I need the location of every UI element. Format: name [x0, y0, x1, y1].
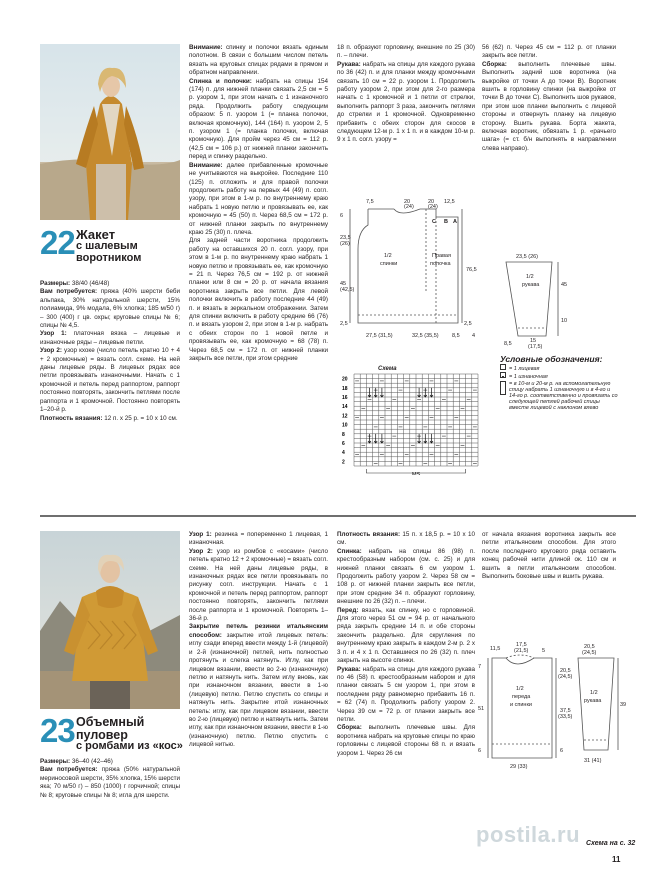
svg-text:A: A [453, 219, 457, 225]
svg-text:37,5: 37,5 [560, 708, 571, 714]
svg-text:4: 4 [472, 333, 476, 339]
article-title: Жакет с шалевым воротником [76, 227, 142, 264]
body-pattern [476, 640, 576, 770]
svg-text:27,5 (31,5): 27,5 (31,5) [366, 333, 393, 339]
materials: Вам потребуется: пряжа (40% шерсти беби альпака, 30% натуральной шерсти, 15% полиамида, 9% модала, 6% хлопка; 185 м/50 г) – 300 (400) г цв. охры; круговые спицы № 6; спицы № 4,5. [40, 288, 180, 330]
svg-text:6: 6 [560, 748, 564, 754]
svg-text:1/2: 1/2 [516, 686, 524, 692]
materials-column: Размеры: 36–40 (42–46) Вам потребуется: пряжа (50% натуральной мериносовой шерсти, 35% хлопка, 15% шерсти яка; 70 м/50 г) – 850 (1000) г горчичной; спицы № 8; круговые спицы № 8; игла для шерсти. [40, 758, 180, 799]
article-divider [40, 515, 636, 517]
svg-text:6: 6 [478, 748, 482, 754]
legend-cable-icon [500, 381, 506, 395]
svg-text:переда: переда [512, 694, 531, 700]
legend-knit-icon [500, 364, 506, 370]
scheme-reference: Схема на с. 32 [586, 840, 636, 847]
chart-row-label: 10 [342, 422, 348, 429]
svg-text:20,5: 20,5 [584, 644, 595, 650]
svg-text:8,5: 8,5 [452, 333, 460, 339]
svg-text:10: 10 [561, 318, 568, 324]
svg-text:B: B [444, 219, 448, 225]
pullover-photo-illustration [40, 531, 180, 709]
svg-text:17,5: 17,5 [516, 642, 527, 648]
svg-text:спинки: спинки [380, 261, 398, 267]
instructions-column-3: 18 п. образуют горловину, внешние по 25 (30) п. – плечи. Рукава: набрать на спицы для каждого рукава по 36 (42) п. и для планки между кромочными связать 10 см = 22 р. узором 1. Продолжить работу узором 2, при этом для 2-го размера начать с 1 кромочной и 1 петли от стрелки, выполнить раппорт 3 раза, закончить петлями до стрелки и 1 кромочной. Одновременно прибавить с обеих сторон для скосов в следующем 12-м р. 1 x 1 п. и в каждом 10-м р. 9 x 1 п. согл. узору = [337, 44, 475, 144]
article-title: Объемный пуловер с ромбами из «кос» [76, 715, 183, 752]
svg-text:рукава: рукава [522, 282, 540, 288]
article-number: 22 [40, 224, 75, 261]
svg-text:(24): (24) [428, 204, 438, 210]
svg-text:1/2: 1/2 [526, 274, 534, 280]
svg-text:39: 39 [620, 702, 627, 708]
svg-text:8,5: 8,5 [504, 341, 512, 347]
svg-text:Правая: Правая [432, 253, 451, 259]
svg-text:(24,5): (24,5) [558, 674, 573, 680]
svg-text:C: C [432, 219, 436, 225]
knitting-chart [340, 370, 490, 475]
instructions-column-4: 56 (62) п. Через 45 см = 112 р. от планки закрыть все петли. Сборка: выполнить плечевые швы. Выполнить задний шов воротника (на выкройке от точки A до точки B). Воротник вшить в горловину спинки (на выкройке от точки B до точки C). Выполнить шов рукавов, при этом шов планки выполнить с лицевой стороны и отвернуть планку на лицевую сторону. Вшить рукава. Борта жакета, включая воротник, обвязать 1 р. «рачьего шага» (= ст. б/н выполнять в направлении слева направо). [482, 44, 616, 152]
svg-text:76,5: 76,5 [466, 267, 477, 273]
instructions-column-3: Плотность вязания: 15 п. x 18,5 р. = 10 x 10 см. Спинка: набрать на спицы 86 (98) п. крестообразным набором (см. с. 25) и для нижней планки связать 6 см узором 1. Продолжить работу узором 2. Через 58 см = 108 р. от нижней планки закрыть все петли, при этом средние 34 п. образуют горловину, внешние по 26 (32) п. – плечи. Перед: вязать, как спинку, но с горловиной. Для этого через 51 см = 94 р. от начального ряда закрыть средние 14 п. и обе стороны закончить раздельно. Для скругления по внутреннему краю закрыть в каждом 2-м р. 2 x 3 п. и 4 x 1 п. Оставшиеся по 26 (32) п. плеч закрыть на высоте спинки. Рукава: набрать на спицы для каждого рукава по 46 (58) п. крестообразным набором и для планки связать 5 см узором 1, при этом в последнем ряду равномерно прибавить 16 п. = 62 (74) п. Продолжить работу узором 2. Через 39 см = 72 р. от планки закрыть все петли. Сборка: выполнить плечевые швы. Для воротника набрать на круговые спицы по краю горловины с лицевой стороны 68 п. и вязать узором 1. Через 26 см [337, 531, 475, 757]
chart-row-label: 8 [342, 431, 345, 438]
svg-text:29 (33): 29 (33) [510, 764, 528, 770]
svg-text:рукава: рукава [584, 698, 602, 704]
svg-text:32,5 (35,5): 32,5 (35,5) [412, 333, 439, 339]
back-front-pattern [340, 195, 500, 345]
svg-text:полочка: полочка [430, 261, 451, 267]
chart-row-label: 18 [342, 385, 348, 392]
svg-text:20: 20 [404, 199, 411, 205]
svg-text:(33,5): (33,5) [558, 714, 573, 720]
chart-row-label: 12 [342, 413, 348, 420]
gauge: Плотность вязания: 12 п. x 25 р. = 10 x 10 см. [40, 414, 178, 422]
svg-text:1/2: 1/2 [384, 253, 392, 259]
chart-title: Схема [378, 366, 397, 372]
instructions-column-4: от начала вязания воротника закрыть все петли итальянским способом. Для этого после последнего кругового ряда оставить конец рабочей нити длиной ок. 110 см и вшить в петли итальянским способом. Выполнить боковые швы и вшить рукава. [482, 531, 616, 581]
svg-text:23,5 (26): 23,5 (26) [516, 254, 539, 260]
svg-text:23,5: 23,5 [340, 235, 351, 241]
svg-text:2,5: 2,5 [464, 321, 472, 327]
chart-row-label: 20 [342, 376, 348, 383]
svg-text:(17,5): (17,5) [528, 344, 543, 350]
svg-text:7: 7 [478, 664, 482, 670]
chart-row-label: 14 [342, 404, 348, 411]
svg-text:(21,5): (21,5) [514, 648, 529, 654]
chart-row-label: 16 [342, 395, 348, 401]
svg-text:15: 15 [530, 338, 537, 344]
pattern-2: Узор 2: узор кхоке (число петель кратно 10 + 4 + 2 кромочные) = вязать согл. схеме. На ней даны лицевые ряды. В лицевых рядах все петли провязывать изнаночными. Начать с 1 кромочной и петель перед раппортом, раппорт постоянно повторять, закончить петлями после раппорта и 1 кромочной. Постоянно повторять 1–20-й р. [40, 347, 180, 414]
materials-column [40, 280, 180, 480]
pullover-photo [40, 531, 180, 709]
svg-text:12,5: 12,5 [444, 199, 455, 205]
svg-text:20,5: 20,5 [560, 668, 571, 674]
legend: Условные обозначения: = 1 лицевая = 1 изнаночная = в 10-м и 20-м р. на вспомогательную спицу набрать 1 изнаночную и в 4-го и 14-го р. соответственно и провязать со следующей петлей рабочей спицы вместе лицевой с наклоном влево [500, 354, 618, 412]
jacket-photo [40, 44, 180, 220]
svg-text:и спинки: и спинки [510, 702, 532, 708]
legend-purl-icon [500, 372, 506, 378]
instructions-column-2: Узор 1: резинка = попеременно 1 лицевая, 1 изнаночная. Узор 2: узор из ромбов с «косами» (число петель кратно 12 + 2 кромочные) = вязать согл. схеме. На ней даны лицевые ряды, в изнаночных рядах все петли провязывать по рисунку согл. инструкции. Начать с 1 кромочной и петель перед раппортом, раппорт постоянно повторять, закончить петлями после раппорта и 1 кромочной. Повторять 1–36-й р. Закрытие петель резинки итальянским способом: закрытие итой лицевых петель: иглу сзади вперед ввести между 1-й (лицевой) и 2-й (изнаночной) петлей, нить полностью протянуть и слегка натянуть. Иглу, как при лицевом вязании, ввести во 2-ю (изнаночную) петлю и натянуть нить. Затем иглу вновь, как при изнаночном вязании, ввести в 1-ю (лицевую) петлю. Петлю спустить со спицы и натянуть нить. Закрытие итой изнаночных петель: иглу, как при лицевом вязании, ввести во 2-ю (лицевую) петлю и натянуть нить. Затем иглу, как при изнаночном вязании, ввести в 1-ю (изнаночную) петлю. Петлю спустить с лицевой нитью. [189, 531, 328, 749]
svg-text:1/2: 1/2 [590, 690, 598, 696]
chart-row-label: 4 [342, 450, 345, 457]
svg-text:5: 5 [542, 648, 546, 654]
chart-row-label: 6 [342, 441, 345, 447]
chart-ms-label: MS [412, 472, 421, 475]
svg-text:(26): (26) [340, 241, 350, 247]
svg-text:11,5: 11,5 [490, 646, 501, 652]
svg-text:(24,5): (24,5) [582, 650, 597, 656]
svg-text:20: 20 [428, 199, 435, 205]
article-number: 23 [40, 712, 75, 749]
svg-text:45: 45 [561, 282, 568, 288]
svg-text:(42,5): (42,5) [340, 287, 355, 293]
svg-text:45: 45 [340, 281, 347, 287]
watermark: postila.ru [476, 822, 581, 847]
sleeve-pattern [500, 250, 580, 350]
sleeve-pattern [574, 640, 630, 770]
chart-row-label: 2 [342, 459, 345, 466]
svg-text:51: 51 [478, 706, 485, 712]
sizes: Размеры: 38/40 (46/48) [40, 280, 110, 287]
instructions-column-2: Внимание: спинку и полочки вязать единым полотном. В связи с большим числом петель вязать на круговых спицах рядами в прямом и обратном направлении. Спинка и полочки: набрать на спицы 154 (174) п. для нижней планки связать 2,5 см = 5 р. узором 1, при этом начать с 1 изнаночного ряда. Продолжить работу следующим образом: 5 п. узором 1 (= планка полочки, включая кромочную), 144 (164) п. узором 2, 5 п. узором 1 (= планка полочки, включая кромочную). Для пройм через 45 см = 112 р. (42,5 см = 106 р.) от нижней планки закончить перед и спинку раздельно. Внимание: далее прибавленные кромочные не учитываются на выкройке. Последние 110 (125) п. отложить и для правой полочки продолжить работу на первых 44 (49) п. согл. узору, при этом в 1-м р. по внутреннему краю набрать 1 новую петлю и провязывать ее, как кромочную = 45 (50) п. Через 68,5 см = 172 р. от нижней планки закрыть по внутреннему краю 25 (30) п. плеча. Для задней части воротника продолжить работу на оставшихся 20 п. согл. узору, при этом в 1-м р. по внутреннему краю набрать 1 новую петлю и провязывать ее, как кромочную = 21 п. Через 76,5 см = 192 р. от нижней планки или 8 см = 20 р. от начала вязания воротника закрыть все петли. Для левой полочки включить в работу последние 44 (49) п. и вязать в зеркальном отображении. Затем для спинки включить в работу средние 66 (76) п. и вязать узором 2, при этом в 1-м р. набрать с обеих сторон по 1 новой петле и провязывать ее, как кромочную = 68 (78) п. Через 68,5 см = 172 п. от нижней планки закрыть все петли, при этом средние [189, 44, 328, 363]
svg-text:7,5: 7,5 [366, 199, 374, 205]
svg-text:31 (41): 31 (41) [584, 758, 602, 764]
svg-text:(24): (24) [404, 204, 414, 210]
svg-text:2,5: 2,5 [340, 321, 348, 327]
jacket-photo-illustration [40, 44, 180, 220]
pattern-1: Узор 1: платочная вязка – лицевые и изнаночные ряды – лицевые петли. [40, 330, 180, 346]
svg-text:6: 6 [340, 213, 344, 219]
page-number: 11 [612, 855, 621, 864]
